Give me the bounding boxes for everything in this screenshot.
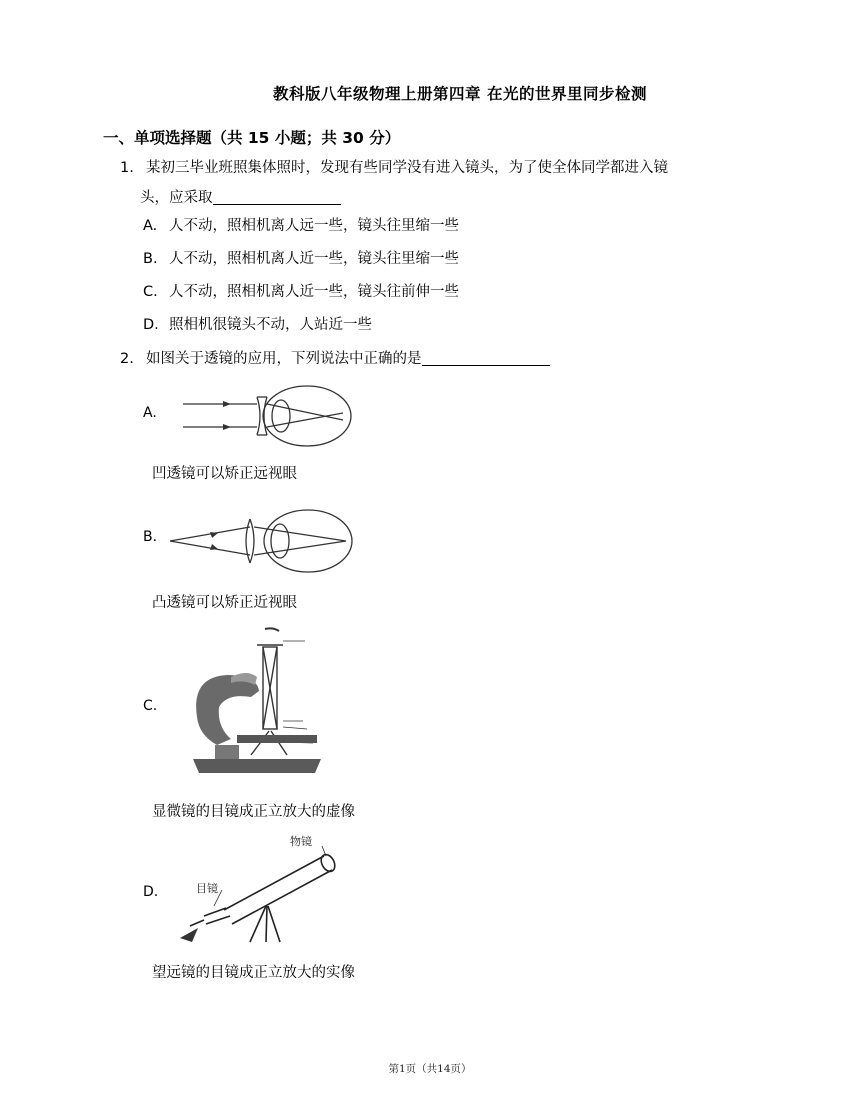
- answer-blank: [422, 349, 550, 366]
- question-1-text: 某初三毕业班照集体照时，发现有些同学没有进入镜头，为了使全体同学都进入镜: [146, 160, 668, 176]
- option-letter: B.: [143, 251, 158, 267]
- option-text: 人不动，照相机离人近一些，镜头往里缩一些: [169, 251, 459, 267]
- q2-option-b-letter: B.: [143, 529, 158, 545]
- q1-option-b: [143, 247, 459, 268]
- question-1-line-1: [120, 153, 770, 183]
- question-1-line-2: [120, 183, 770, 213]
- q2-option-c-caption: 显微镜的目镜成正立放大的虚像: [152, 804, 355, 820]
- question-2-text: 如图关于透镜的应用，下列说法中正确的是: [146, 351, 422, 367]
- q1-option-d: [143, 313, 372, 334]
- q1-option-a: [143, 214, 459, 235]
- option-letter: A.: [143, 218, 158, 234]
- q2-option-d-letter: D.: [143, 884, 159, 900]
- question-1-text-cont: 头，应采取: [140, 190, 213, 206]
- option-text: 照相机很镜头不动，人站近一些: [169, 317, 372, 333]
- section-heading: 一、单项选择题（共 15 小题；共 30 分）: [103, 129, 401, 147]
- option-letter: D.: [143, 317, 159, 333]
- option-letter: C.: [143, 284, 158, 300]
- q2-option-c-letter: C.: [143, 698, 158, 714]
- q2-option-d-caption: 望远镜的目镜成正立放大的实像: [152, 965, 355, 981]
- telescope-diagram: [176, 832, 356, 944]
- question-1: [120, 153, 770, 213]
- microscope-diagram: [187, 627, 342, 777]
- option-text: 人不动，照相机离人近一些，镜头往前伸一些: [169, 284, 459, 300]
- page-footer: 第1页（共14页）: [388, 1063, 472, 1075]
- objective-lens-label: 物镜: [290, 835, 312, 848]
- page-title: 教科版八年级物理上册第四章 在光的世界里同步检测: [273, 85, 647, 103]
- concave-lens-eye-diagram: [183, 383, 355, 449]
- question-1-number: 1.: [120, 160, 134, 176]
- question-2-number: 2.: [120, 351, 134, 367]
- q2-option-b-caption: 凸透镜可以矫正近视眼: [152, 595, 297, 611]
- option-text: 人不动，照相机离人远一些，镜头往里缩一些: [169, 218, 459, 234]
- answer-blank: [213, 188, 341, 205]
- q2-option-a-caption: 凹透镜可以矫正远视眼: [152, 466, 297, 482]
- eyepiece-label: 目镜: [196, 882, 218, 895]
- q1-option-c: [143, 280, 459, 301]
- question-2: [120, 344, 550, 374]
- convex-lens-eye-diagram: [170, 505, 356, 577]
- q2-option-a-letter: A.: [143, 405, 157, 421]
